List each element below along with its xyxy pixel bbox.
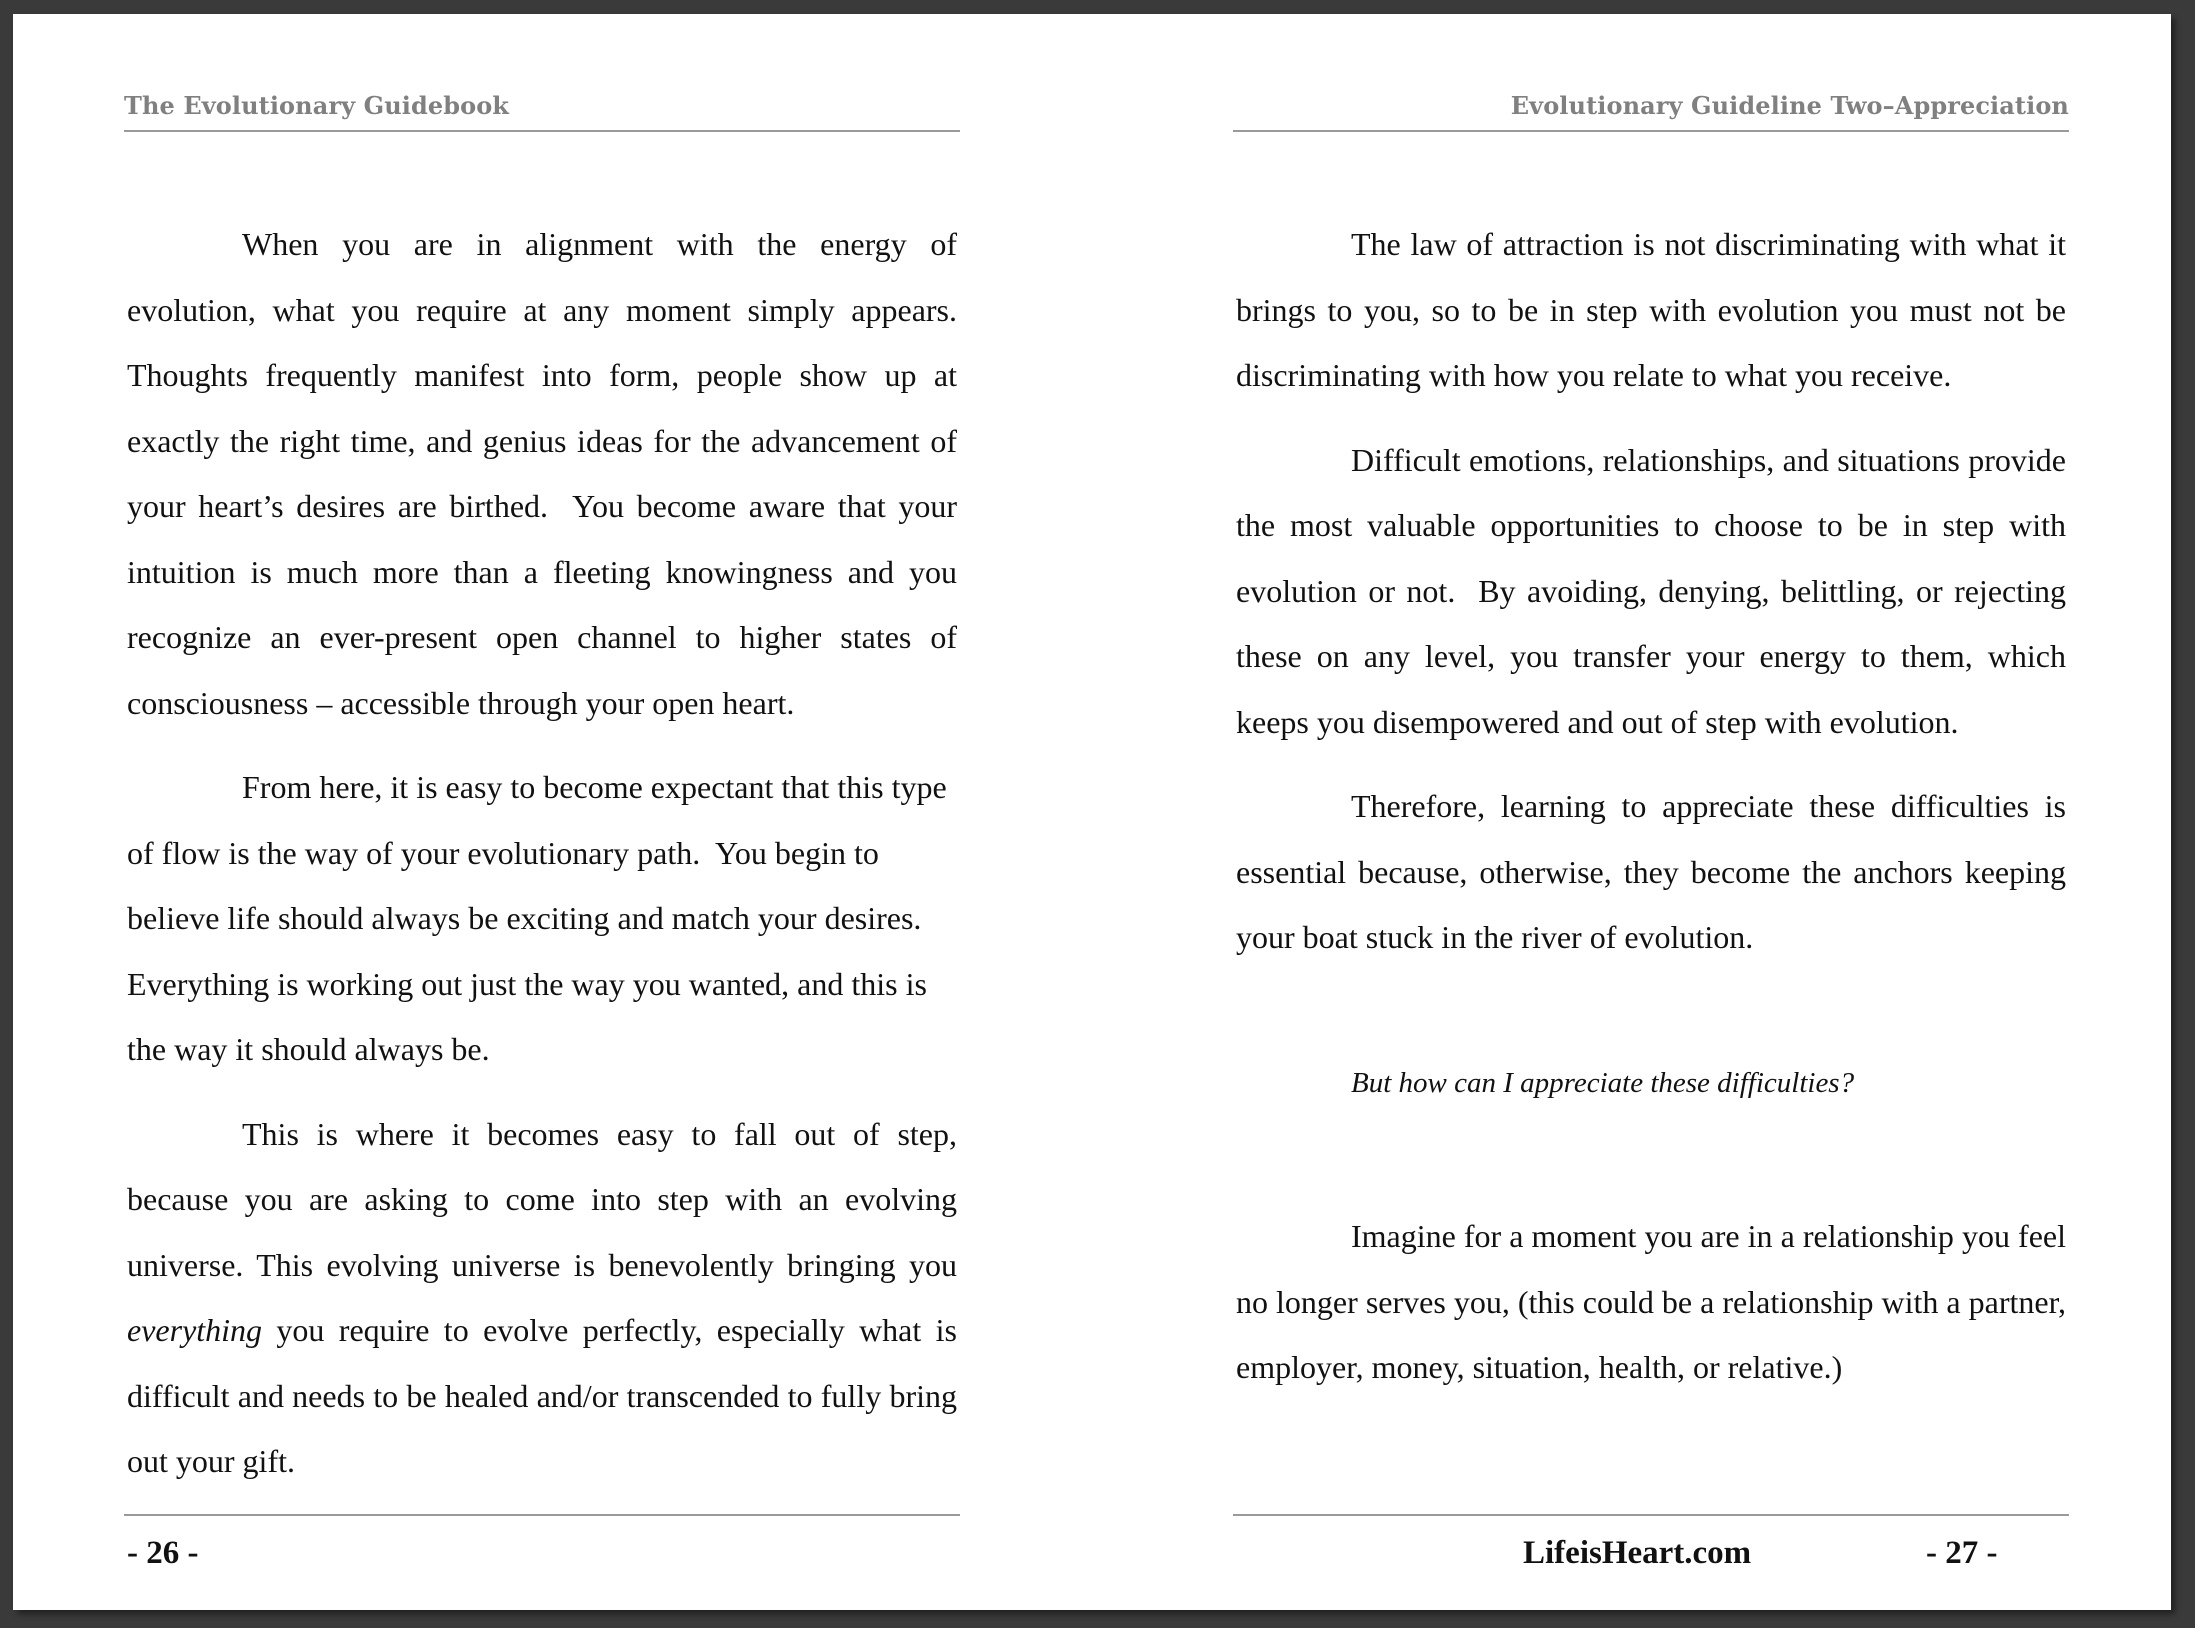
- book-spread: [13, 14, 2171, 1610]
- right-footer-rule: [1233, 1514, 2069, 1516]
- left-header-rule: [124, 130, 960, 132]
- website-footer: LifeisHeart.com: [1523, 1535, 1752, 1571]
- left-paragraph-2: From here, it is easy to become expectant that this type of flow is the way of your evolutionary path. You begin to believe life should always be exciting and match your desires. Everything is working out just the way you wanted, and this is the way it should always be.: [127, 769, 947, 1067]
- right-question: But how can I appreciate these difficulties?: [1351, 1066, 1855, 1099]
- right-header-rule: [1233, 130, 2069, 132]
- right-paragraph-1: The law of attraction is not discriminating with what it brings to you, so to be in step with evolution you must not be discriminating with how you relate to what you receive.: [1236, 226, 2066, 393]
- left-paragraph-3: [127, 1102, 957, 1495]
- right-page-number: - 27 -: [1926, 1535, 1998, 1571]
- right-page: [1233, 14, 2069, 1610]
- left-running-header: The Evolutionary Guidebook: [124, 91, 510, 120]
- left-paragraph-3-end: you require to evolve perfectly, especially what is difficult and needs to be healed and/or transcended to fully bring out your gift.: [127, 1312, 957, 1479]
- right-running-header: Evolutionary Guideline Two–Appreciation: [1510, 91, 2069, 120]
- right-paragraph-3: Therefore, learning to appreciate these difficulties is essential because, otherwise, they become the anchors keeping your boat stuck in the river of evolution.: [1236, 788, 2066, 955]
- left-page: [124, 14, 960, 1610]
- left-paragraph-1: When you are in alignment with the energy of evolution, what you require at any moment simply appears. Thoughts frequently manifest into form, people show up at exactly the right time, and genius ideas for the advancement of your heart’s desires are birthed. You become aware that your intuition is much more than a fleeting knowingness and you recognize an ever-present open channel to higher states of consciousness – accessible through your open heart.: [127, 226, 957, 721]
- left-footer-rule: [124, 1514, 960, 1516]
- left-page-body: [127, 212, 957, 1514]
- right-paragraph-2: Difficult emotions, relationships, and situations provide the most valuable opportunities to choose to be in step with evolution or not. By avoiding, denying, belittling, or rejecting these on any level, you transfer your energy to them, which keeps you disempowered and out of step with evolution.: [1236, 441, 2066, 740]
- right-page-body: [1236, 212, 2066, 1420]
- left-page-number: - 26 -: [127, 1535, 199, 1571]
- left-paragraph-3-start: This is where it becomes easy to fall out of step, because you are asking to come into step with an evolving universe. This evolving universe is benevolently bringing you: [127, 1115, 957, 1283]
- left-paragraph-3-emphasis: everything: [127, 1312, 263, 1348]
- right-paragraph-4: Imagine for a moment you are in a relationship you feel no longer serves you, (this could be a relationship with a partner, employer, money, situation, health, or relative.): [1236, 1218, 2066, 1385]
